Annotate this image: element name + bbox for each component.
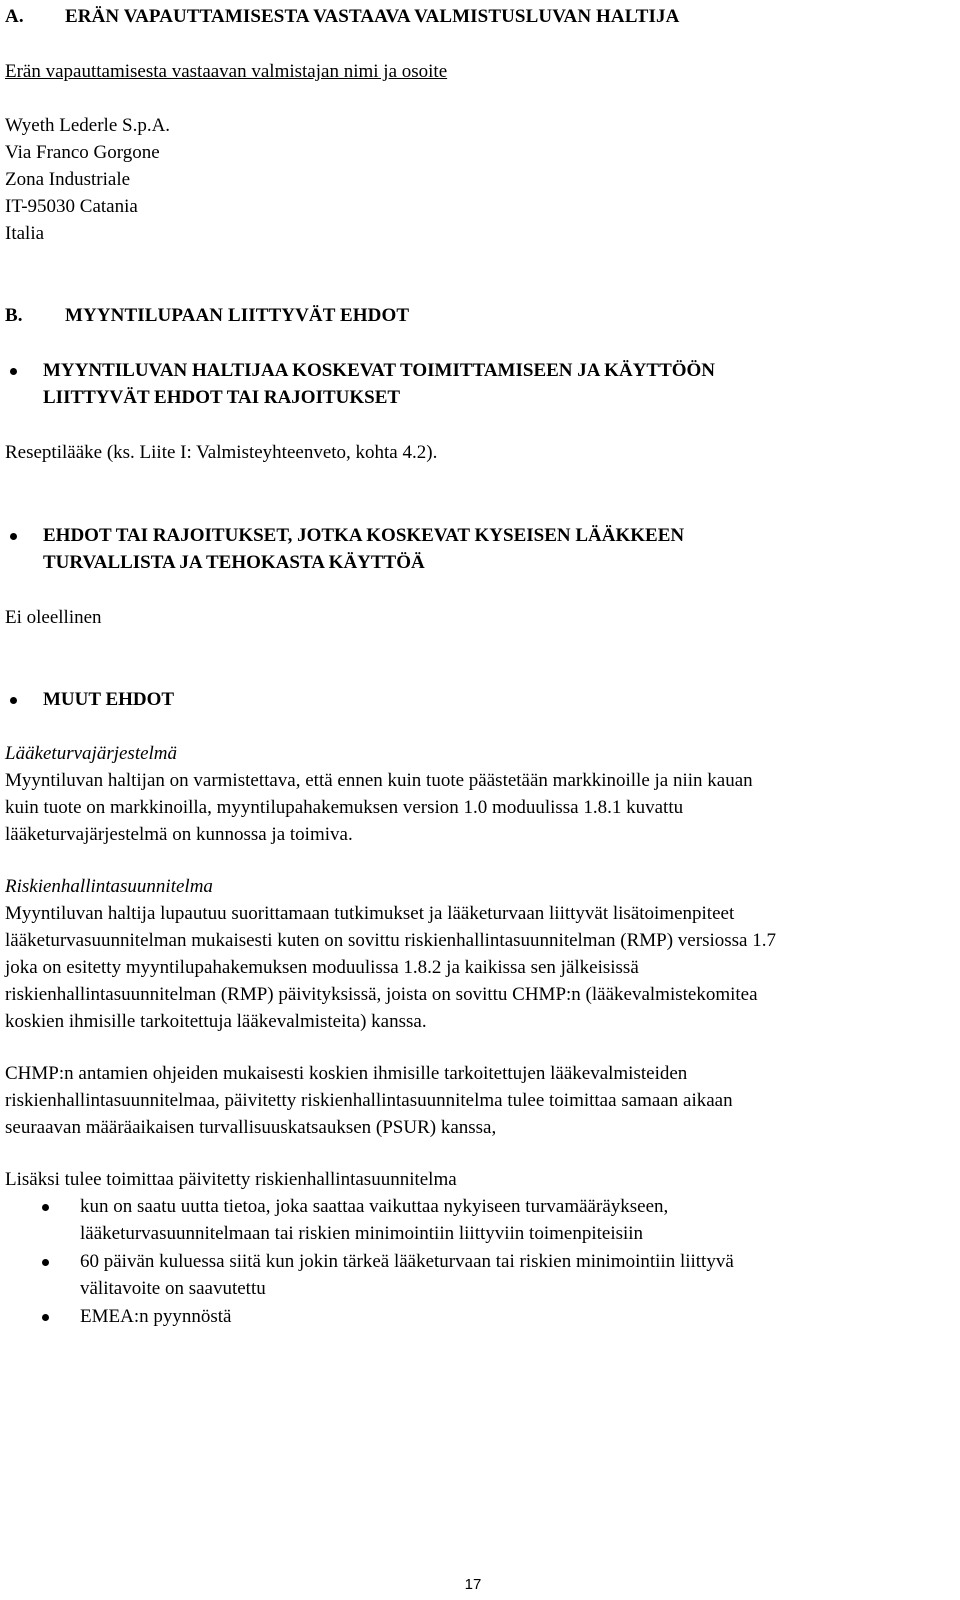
address-line: IT-95030 Catania [5, 196, 138, 217]
paragraph-line: Myyntiluvan haltijan on varmistettava, että ennen kuin tuote päästetään markkinoille ja niin kauan [5, 770, 753, 791]
paragraph-line: joka on esitetty myyntilupahakemuksen moduulissa 1.8.2 ja kaikissa sen jälkeisissä [5, 957, 639, 978]
paragraph-line: Myyntiluvan haltija lupautuu suorittamaan tutkimukset ja lääketurvaan liittyvät lisätoimenpiteet [5, 903, 735, 924]
paragraph-line: seuraavan määräaikaisen turvallisuuskatsauksen (PSUR) kanssa, [5, 1117, 497, 1138]
prescription-text: Reseptilääke (ks. Liite I: Valmisteyhteenveto, kohta 4.2). [5, 442, 438, 463]
bullet-icon [10, 697, 17, 704]
paragraph-line: koskien ihmisille tarkoitettuja lääkevalmisteita) kanssa. [5, 1011, 427, 1032]
pharmacovigilance-paragraph [5, 767, 753, 848]
bullet-heading [43, 686, 174, 713]
bullet-heading-line: LIITTYVÄT EHDOT TAI RAJOITUKSET [43, 387, 401, 408]
bullet-heading-line: EHDOT TAI RAJOITUKSET, JOTKA KOSKEVAT KYSEISEN LÄÄKKEEN [43, 525, 685, 546]
paragraph-line: riskienhallintasuunnitelman (RMP) päivityksissä, joista on sovittu CHMP:n (lääkevalmistekomitea [5, 984, 758, 1005]
list-item-line: lääketurvasuunnitelmaan tai riskien minimointiin liittyviin toimenpiteisiin [80, 1223, 644, 1244]
list-item-line: EMEA:n pyynnöstä [80, 1306, 232, 1327]
pharmacovigilance-heading: Lääketurvajärjestelmä [5, 743, 178, 764]
paragraph-line: kuin tuote on markkinoilla, myyntilupahakemuksen version 1.0 moduulissa 1.8.1 kuvattu [5, 797, 684, 818]
address-line: Wyeth Lederle S.p.A. [5, 115, 171, 136]
bullet-heading-line: TURVALLISTA JA TEHOKASTA KÄYTTÖÄ [43, 552, 425, 573]
bullet-icon [10, 533, 17, 540]
paragraph-line: riskienhallintasuunnitelmaa, päivitetty riskienhallintasuunnitelma tulee toimittaa samaan aikaan [5, 1090, 733, 1111]
list-item-line: välitavoite on saavutettu [80, 1278, 266, 1299]
bullet-heading [43, 522, 684, 576]
risk-management-heading: Riskienhallintasuunnitelma [5, 876, 213, 897]
bullet-icon [42, 1314, 49, 1321]
manufacturer-address [5, 112, 170, 247]
chmp-paragraph [5, 1060, 733, 1141]
address-line: Zona Industriale [5, 169, 131, 190]
additional-intro: Lisäksi tulee toimittaa päivitetty riskienhallintasuunnitelma [5, 1169, 457, 1190]
bullet-heading [43, 357, 715, 411]
section-b-heading [5, 302, 409, 329]
section-a-number: A. [5, 6, 24, 27]
section-a-heading [5, 3, 679, 30]
paragraph-line: lääketurvajärjestelmä on kunnossa ja toimiva. [5, 824, 353, 845]
address-line: Italia [5, 223, 45, 244]
section-b-title: MYYNTILUPAAN LIITTYVÄT EHDOT [65, 305, 410, 326]
paragraph-line: lääketurvasuunnitelman mukaisesti kuten on sovittu riskienhallintasuunnitelman (RMP) versiossa 1.7 [5, 930, 776, 951]
paragraph-line: CHMP:n antamien ohjeiden mukaisesti koskien ihmisille tarkoitettujen lääkevalmisteiden [5, 1063, 688, 1084]
bullet-heading-line: MUUT EHDOT [43, 689, 175, 710]
bullet-heading-line: MYYNTILUVAN HALTIJAA KOSKEVAT TOIMITTAMISEEN JA KÄYTTÖÖN [43, 360, 716, 381]
risk-management-paragraph [5, 900, 776, 1035]
bullet-icon [42, 1259, 49, 1266]
manufacturer-subheading: Erän vapauttamisesta vastaavan valmistajan nimi ja osoite [5, 61, 448, 82]
page-number: 17 [464, 1576, 482, 1593]
list-item-line: 60 päivän kuluessa siitä kun jokin tärkeä lääketurvaan tai riskien minimointiin liittyvä [80, 1251, 734, 1272]
section-a-title: ERÄN VAPAUTTAMISESTA VASTAAVA VALMISTUSLUVAN HALTIJA [65, 6, 680, 27]
section-b-number: B. [5, 305, 23, 326]
list-item-line: kun on saatu uutta tietoa, joka saattaa vaikuttaa nykyiseen turvamääräykseen, [80, 1196, 669, 1217]
not-applicable-text: Ei oleellinen [5, 607, 102, 628]
bullet-icon [10, 368, 17, 375]
address-line: Via Franco Gorgone [5, 142, 160, 163]
bullet-icon [42, 1204, 49, 1211]
